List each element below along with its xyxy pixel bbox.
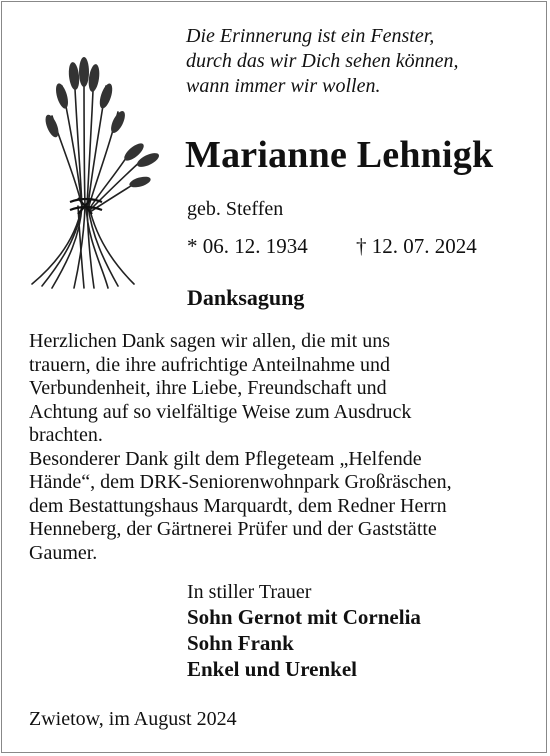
mourner-name: Sohn Gernot mit Cornelia [187,605,421,629]
quote-line: wann immer wir wollen. [186,75,381,97]
text-line: Gaumer. [29,541,98,564]
text-line: Verbundenheit, ihre Liebe, Freundschaft und [29,377,387,399]
quote-line: Die Erinnerung ist ein Fenster, [186,25,435,47]
text-line: Herzlichen Dank sagen wir allen, die mit uns [29,330,390,352]
mourners-block [187,580,527,682]
thanks-text [29,330,529,565]
text-line: Henneberg, der Gärtnerei Prüfer und der Gaststätte [29,518,437,540]
maiden-name: geb. Steffen [187,198,284,220]
memorial-quote [186,24,536,99]
mourner-name: Sohn Frank [187,631,294,655]
text-line: Achtung auf so vielfältige Weise zum Ausdruck [29,400,412,423]
text-line: Hände“, dem DRK-Seniorenwohnpark Großräschen, [29,471,452,493]
text-line: brachten. [29,424,103,446]
place-and-date: Zwietow, im August 2024 [29,708,237,730]
text-line: trauern, die ihre aufrichtige Anteilnahme und [29,353,390,376]
mourners-intro: In stiller Trauer [187,581,312,603]
text-line: dem Bestattungshaus Marquardt, dem Redner Herrn [29,494,447,517]
birth-date: * 06. 12. 1934 [187,234,308,258]
wheat-sheaf-icon [22,56,182,291]
quote-line: durch das wir Dich sehen können, [186,50,459,72]
section-heading: Danksagung [187,285,305,310]
death-date: † 12. 07. 2024 [356,234,477,258]
text-line: Besonderer Dank gilt dem Pflegeteam „Helfende [29,447,422,470]
deceased-name: Marianne Lehnigk [185,134,494,176]
mourner-name: Enkel und Urenkel [187,657,357,681]
